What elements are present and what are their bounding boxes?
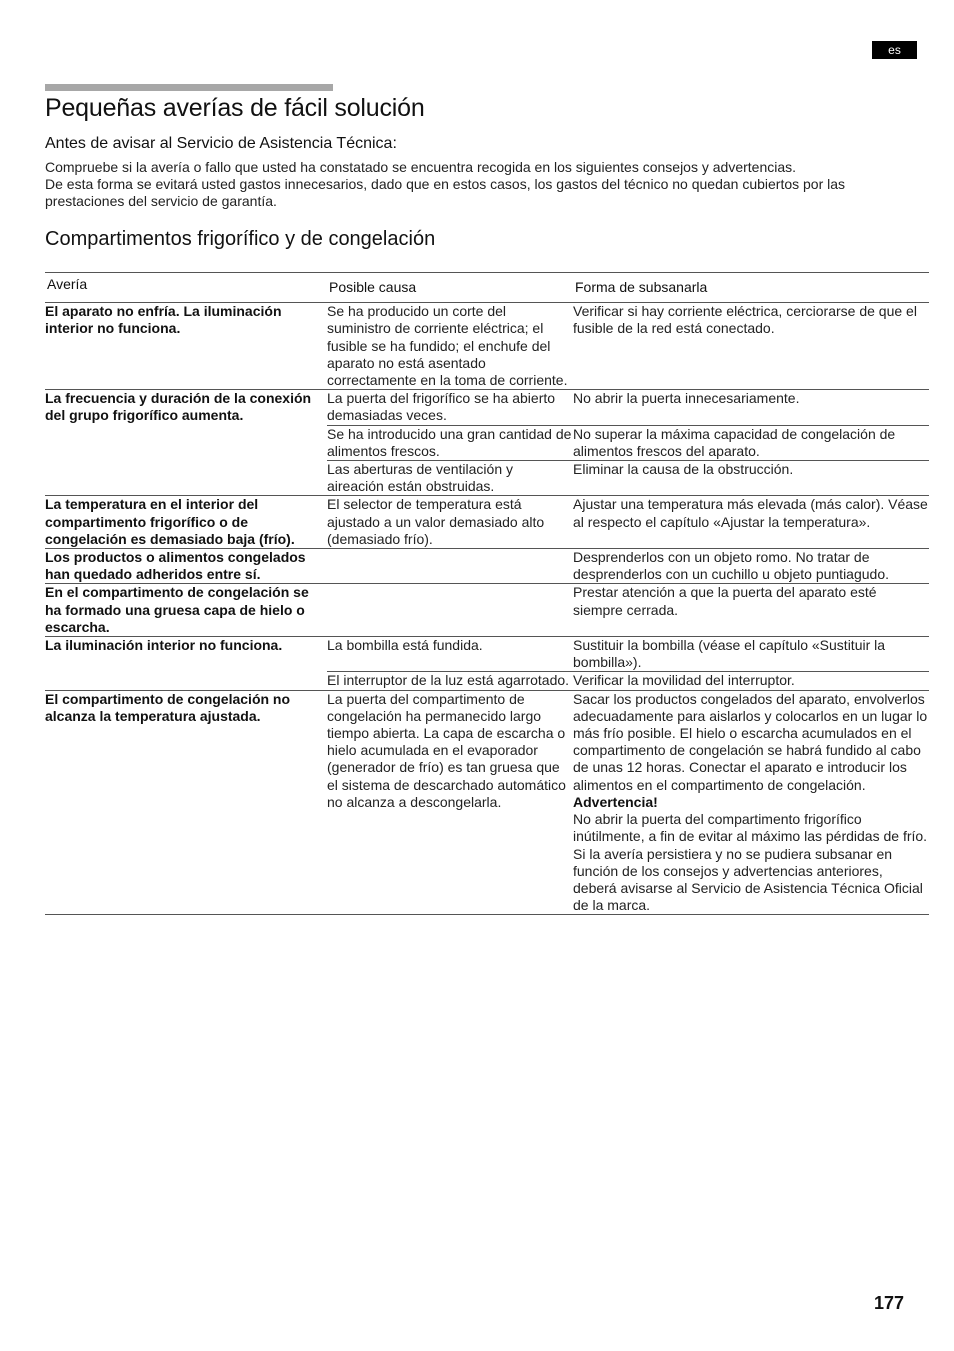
- intro-text: [45, 159, 925, 210]
- header-fault: Avería: [45, 273, 327, 303]
- title-accent-bar: [45, 84, 333, 91]
- cause-cell: La bombilla está fundida.: [327, 637, 573, 672]
- remedy-cell: Prestar atención a que la puerta del aparato esté siempre cerrada.: [573, 584, 929, 637]
- remedy-cell: Verificar si hay corriente eléctrica, cerciorarse de que el fusible de la red está conectado.: [573, 303, 917, 337]
- table-row: [45, 390, 929, 425]
- closing-text: Si la avería persistiera y no se pudiera subsanar en función de los consejos y advertencias anteriores, deberá avisarse al Servicio de Asistencia Técnica Oficial de la marca.: [573, 845, 923, 914]
- remedy-cell: No abrir la puerta innecesariamente.: [573, 390, 929, 425]
- cause-cell: La puerta del frigorífico se ha abierto demasiadas veces.: [327, 390, 573, 425]
- language-badge: es: [872, 41, 917, 59]
- fault-cell: El aparato no enfría. La iluminación interior no funciona.: [45, 303, 282, 337]
- remedy-cell: Ajustar una temperatura más elevada (más calor). Véase al respecto el capítulo «Ajustar la temperatura».: [573, 496, 929, 549]
- remedy-cell: Sustituir la bombilla (véase el capítulo «Sustituir la bombilla»).: [573, 637, 929, 672]
- intro-line-2: De esta forma se evitará usted gastos innecesarios, dado que en estos casos, los gastos del técnico no quedan cubiertos por las prestaciones del servicio de garantía.: [45, 176, 846, 209]
- cause-cell: El selector de temperatura está ajustado a un valor demasiado alto (demasiado frío).: [327, 496, 573, 549]
- cause-cell: Las aberturas de ventilación y aireación están obstruidas.: [327, 461, 573, 496]
- header-remedy: Forma de subsanarla: [573, 273, 929, 303]
- fault-cell: La iluminación interior no funciona.: [45, 637, 327, 691]
- intro-line-1: Compruebe si la avería o fallo que usted ha constatado se encuentra recogida en los siguientes consejos y advertencias.: [45, 159, 797, 175]
- fault-cell: En el compartimento de congelación se ha formado una gruesa capa de hielo o escarcha.: [45, 584, 327, 637]
- table-row: [45, 549, 929, 584]
- warning-text: No abrir la puerta del compartimento frigorífico inútilmente, a fin de evitar al máximo las pérdidas de frío.: [573, 811, 928, 845]
- fault-cell: La temperatura en el interior del compartimento frigorífico o de congelación es demasiado baja (frío).: [45, 496, 327, 549]
- table-row: [45, 303, 929, 390]
- remedy-cell: [573, 690, 929, 915]
- cause-cell: Se ha introducido una gran cantidad de alimentos frescos.: [327, 425, 572, 459]
- table-row: [45, 584, 929, 637]
- warning-label: Advertencia!: [573, 793, 658, 810]
- remedy-cell: Verificar la movilidad del interruptor.: [573, 672, 929, 690]
- remedy-text: Sacar los productos congelados del aparato, envolverlos adecuadamente para aislarlos y colocarlos en un lugar lo más frío posible. El hielo o escarcha acumulados en el compartimento de congelación se habrá fundido al cabo de unas 12 horas. Conectar el aparato e introducir los alimentos en el compartimento de congelación.: [573, 690, 928, 793]
- section-heading: Compartimentos frigorífico y de congelación: [45, 228, 436, 250]
- cause-cell: [327, 549, 573, 584]
- troubleshooting-table: [45, 272, 929, 915]
- page-number: 177: [874, 1293, 905, 1313]
- fault-cell: El compartimento de congelación no alcanza la temperatura ajustada.: [45, 690, 327, 915]
- fault-cell: Los productos o alimentos congelados han quedado adheridos entre sí.: [45, 549, 327, 584]
- cause-cell: La puerta del compartimento de congelación ha permanecido largo tiempo abierta. La capa de escarcha o hielo acumulada en el evaporador (generador de frío) es tan gruesa que el sistema de descarchado automático no alcanza a descongelarla.: [327, 690, 573, 915]
- cause-cell: [327, 584, 573, 637]
- table-row: [45, 690, 929, 915]
- cause-cell: Se ha producido un corte del suministro de corriente eléctrica; el fusible se ha fundido; el enchufe del aparato no está asentado correctamente en la toma de corriente.: [327, 303, 573, 390]
- cause-cell: El interruptor de la luz está agarrotado.: [327, 672, 573, 690]
- remedy-cell: Desprenderlos con un objeto romo. No tratar de desprenderlos con un cuchillo u objeto puntiagudo.: [573, 549, 929, 584]
- remedy-cell: Eliminar la causa de la obstrucción.: [573, 461, 929, 496]
- page-title: Pequeñas averías de fácil solución: [45, 94, 425, 122]
- notice-heading: Antes de avisar al Servicio de Asistencia Técnica:: [45, 135, 397, 152]
- table-header-row: [45, 273, 929, 303]
- remedy-cell: No superar la máxima capacidad de congelación de alimentos frescos del aparato.: [573, 425, 929, 460]
- fault-cell: La frecuencia y duración de la conexión del grupo frigorífico aumenta.: [45, 390, 327, 496]
- table-row: [45, 496, 929, 549]
- header-cause: Posible causa: [327, 273, 573, 303]
- table-row: [45, 637, 929, 672]
